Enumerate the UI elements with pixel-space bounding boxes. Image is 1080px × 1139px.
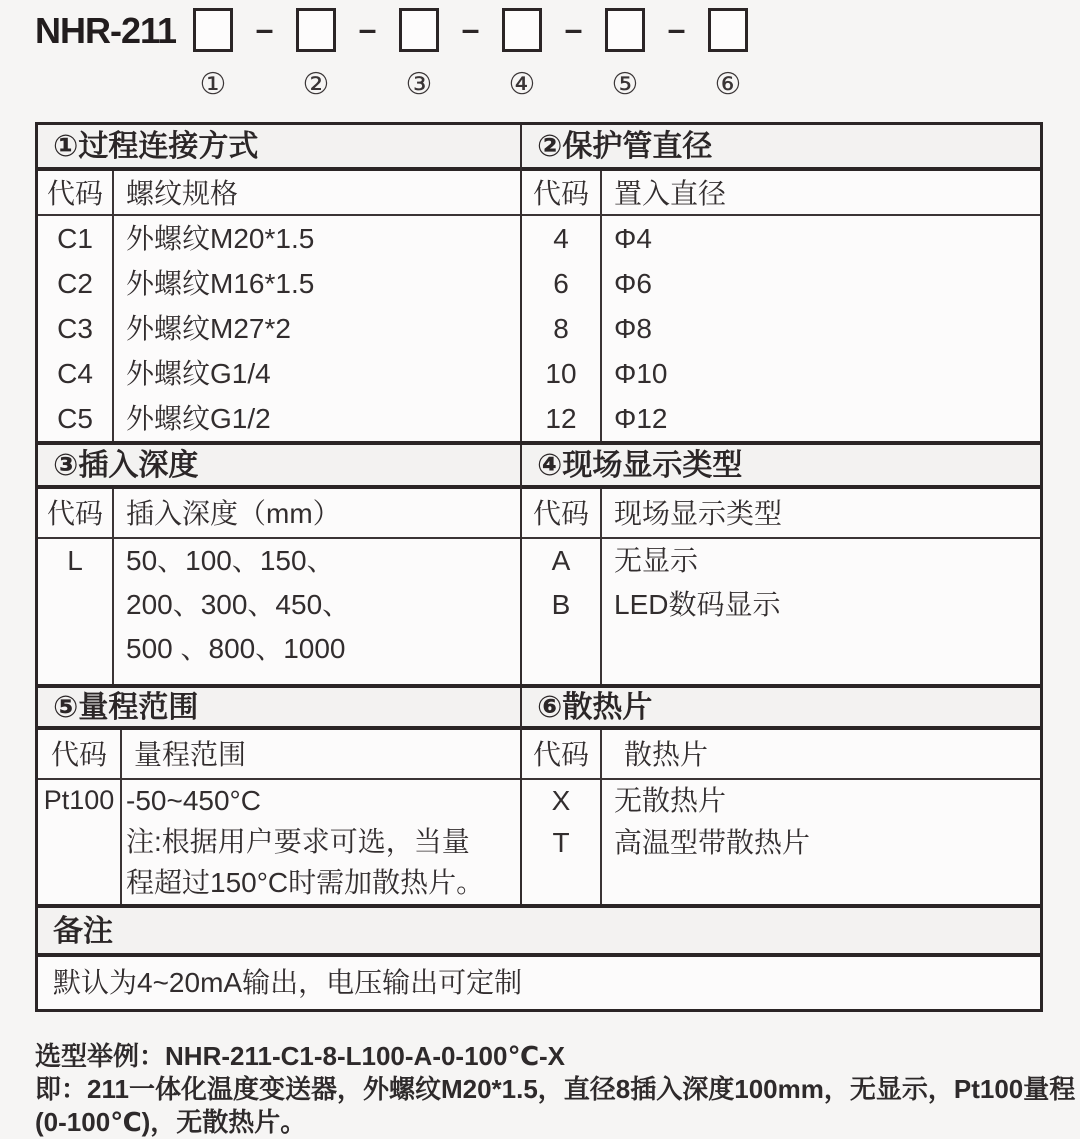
remark-title: 备注 [38, 908, 1040, 957]
remark-content: 默认为4~20mA输出，电压输出可定制 [53, 967, 523, 998]
model-slot-box-2 [296, 8, 336, 52]
code-cell: C2 [57, 268, 93, 299]
desc-cell: Φ12 [614, 403, 668, 434]
section-body [38, 539, 520, 684]
section-row-3 [38, 688, 1040, 908]
column-header-code: 代码 [38, 171, 114, 214]
code-cell: C5 [57, 403, 93, 434]
column-header-code: 代码 [522, 489, 602, 537]
desc-column [122, 780, 520, 904]
column-header-code: 代码 [38, 730, 122, 778]
desc-column [114, 539, 520, 684]
desc-cell: 高温型带散热片 [614, 827, 811, 858]
section-title: ⑥散热片 [522, 688, 1040, 730]
section-heat-sink [522, 688, 1040, 904]
code-column [38, 780, 122, 904]
desc-column [602, 216, 1040, 441]
spec-table [35, 122, 1043, 1012]
desc-column [602, 539, 1040, 684]
position-number-3: ③ [405, 68, 433, 101]
desc-cell: 外螺纹M16*1.5 [126, 268, 315, 299]
code-cell: 4 [553, 223, 569, 254]
code-column [38, 216, 114, 441]
section-header [522, 489, 1040, 539]
code-column [522, 216, 602, 441]
code-cell: B [551, 589, 571, 620]
column-header-desc: 散热片 [624, 739, 709, 770]
desc-cell: Φ6 [614, 268, 652, 299]
code-cell: C1 [57, 223, 93, 254]
example-model-code: NHR-211-C1-8-L100-A-0-100℃-X [165, 1041, 565, 1071]
position-number-4: ④ [508, 68, 536, 101]
model-code-line [35, 8, 1045, 54]
section-row-1 [38, 125, 1040, 445]
desc-cell: Φ8 [614, 313, 652, 344]
desc-line: -50~450°C [126, 785, 261, 816]
column-header-desc: 置入直径 [614, 178, 727, 209]
section-display-type [522, 445, 1040, 684]
code-column [38, 539, 114, 684]
section-body [522, 539, 1040, 684]
desc-cell: 外螺纹M27*2 [126, 313, 291, 344]
desc-line: 程超过150°C时需加散热片。 [126, 867, 485, 898]
column-header-desc: 螺纹规格 [126, 178, 239, 209]
column-header-code: 代码 [38, 489, 114, 537]
model-slot-box-3 [399, 8, 439, 52]
section-body [522, 216, 1040, 441]
section-title: ②保护管直径 [522, 125, 1040, 171]
desc-cell: 外螺纹M20*1.5 [126, 223, 315, 254]
section-row-remark [38, 908, 1040, 1009]
desc-column [114, 216, 520, 441]
dash-separator: – [358, 11, 377, 47]
section-title: ①过程连接方式 [38, 125, 520, 171]
dash-separator: – [461, 11, 480, 47]
column-header-code: 代码 [522, 171, 602, 214]
desc-cell: LED数码显示 [614, 589, 781, 620]
section-header [522, 730, 1040, 780]
code-cell: A [551, 545, 571, 576]
desc-line: 500 、800、1000 [126, 633, 346, 664]
example-line [35, 1040, 1047, 1073]
model-slot-box-4 [502, 8, 542, 52]
section-remark [38, 908, 1040, 1009]
example-explanation-line-2: (0-100℃)，无散热片。 [35, 1107, 307, 1137]
position-number-1: ① [199, 68, 227, 101]
code-cell: Pt100 [43, 785, 115, 815]
example-label: 选型举例： [35, 1041, 166, 1071]
code-cell: 10 [545, 358, 577, 389]
section-protection-tube-diameter [522, 125, 1040, 441]
desc-cell: 外螺纹G1/2 [126, 403, 271, 434]
section-title: ④现场显示类型 [522, 445, 1040, 489]
section-header [38, 489, 520, 539]
desc-cell: 无散热片 [614, 785, 727, 816]
model-slot-box-5 [605, 8, 645, 52]
position-number-5: ⑤ [611, 68, 639, 101]
desc-cell: Φ10 [614, 358, 668, 389]
column-header-code: 代码 [522, 730, 602, 778]
model-slot-box-1 [193, 8, 233, 52]
position-number-row [193, 68, 1045, 102]
code-cell: C3 [57, 313, 93, 344]
desc-column [602, 780, 1040, 904]
code-cell: T [552, 827, 570, 858]
section-insertion-depth [38, 445, 522, 684]
section-header [38, 171, 520, 216]
model-slot-box-6 [708, 8, 748, 52]
dash-separator: – [667, 11, 686, 47]
code-cell: 6 [553, 268, 569, 299]
section-title: ⑤量程范围 [38, 688, 520, 730]
code-cell: 12 [545, 403, 577, 434]
code-cell: C4 [57, 358, 93, 389]
dash-separator: – [564, 11, 583, 47]
selection-example [35, 1040, 1076, 1139]
code-cell: X [551, 785, 571, 816]
section-body [38, 216, 520, 441]
model-code-header [35, 8, 1045, 102]
dash-separator: – [255, 11, 274, 47]
desc-line: 200、300、450、 [126, 589, 351, 620]
section-process-connection [38, 125, 522, 441]
model-name: NHR-211 [35, 10, 177, 51]
desc-line: 50、100、150、 [126, 545, 335, 576]
section-header [522, 171, 1040, 216]
code-cell: L [67, 545, 83, 576]
section-measuring-range [38, 688, 522, 904]
section-title: ③插入深度 [38, 445, 520, 489]
desc-cell: Φ4 [614, 223, 652, 254]
position-number-6: ⑥ [714, 68, 742, 101]
position-number-2: ② [302, 68, 330, 101]
section-body [38, 780, 520, 904]
section-body [522, 780, 1040, 904]
code-column [522, 780, 602, 904]
column-header-desc: 量程范围 [134, 739, 247, 770]
desc-cell: 无显示 [614, 545, 699, 576]
section-row-2 [38, 445, 1040, 688]
example-explanation-line-1: 即：211一体化温度变送器，外螺纹M20*1.5，直径8插入深度100mm，无显示，Pt100量程 [35, 1074, 1076, 1104]
desc-cell: 外螺纹G1/4 [126, 358, 271, 389]
desc-line: 注:根据用户要求可选，当量 [126, 826, 470, 857]
section-header [38, 730, 520, 780]
column-header-desc: 现场显示类型 [614, 498, 783, 529]
code-column [522, 539, 602, 684]
code-cell: 8 [553, 313, 569, 344]
column-header-desc: 插入深度（mm） [126, 498, 341, 529]
